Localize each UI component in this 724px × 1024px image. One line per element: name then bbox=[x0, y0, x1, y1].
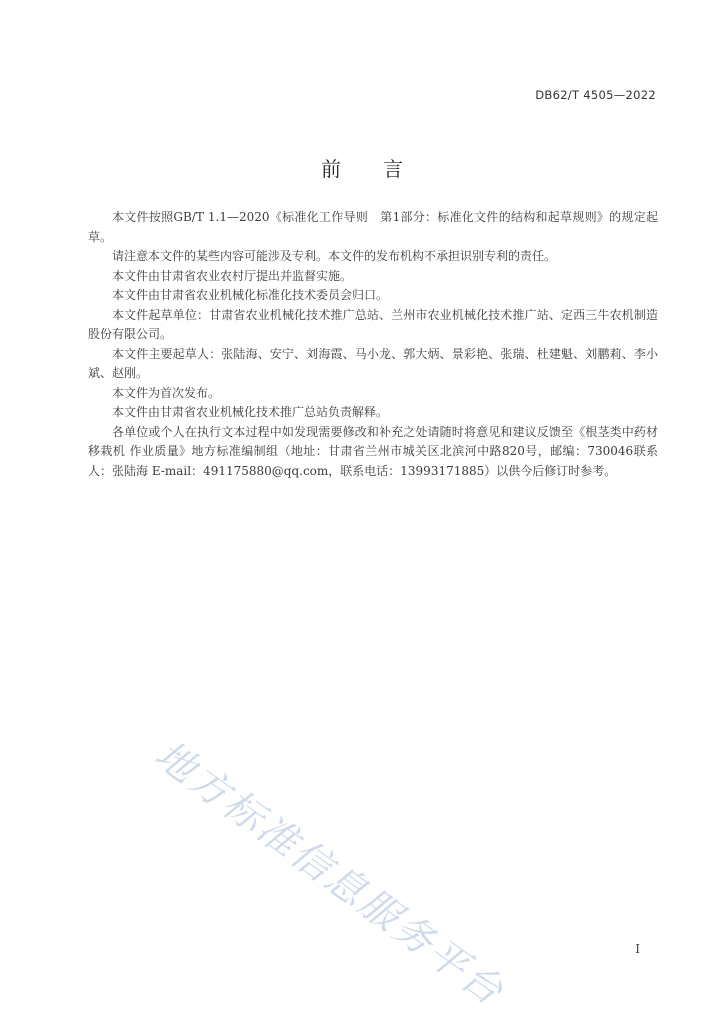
paragraph-patent-notice: 请注意本文件的某些内容可能涉及专利。本文件的发布机构不承担识别专利的责任。 bbox=[112, 249, 557, 263]
standard-code: DB62/T 4505—2022 bbox=[535, 88, 656, 102]
paragraph-drafting-rules: 本文件按照GB/T 1.1—2020《标准化工作导则 第1部分：标准化文件的结构和起草规则》的规定起草。 bbox=[88, 210, 658, 244]
page-title: 前言 bbox=[321, 157, 445, 181]
paragraph-proposer: 本文件由甘肃省农业农村厅提出并监督实施。 bbox=[112, 268, 353, 283]
paragraph-interpretation: 本文件由甘肃省农业机械化技术推广总站负责解释。 bbox=[112, 405, 389, 419]
paragraph-drafting-units: 本文件起草单位：甘肃省农业机械化技术推广总站、兰州市农业机械化技术推广站、定西三牛农机制造股份有限公司。 bbox=[88, 307, 658, 341]
paragraph-drafters: 本文件主要起草人：张陆海、安宁、刘海霞、马小龙、郭大炳、景彩艳、张瑞、杜建魁、刘鹏莉、李小斌、赵刚。 bbox=[88, 346, 658, 380]
paragraph-responsible-committee: 本文件由甘肃省农业机械化标准化技术委员会归口。 bbox=[112, 288, 389, 302]
page-number: I bbox=[635, 942, 640, 956]
document-body bbox=[88, 208, 658, 481]
watermark-text: 地方标准信息服务平台 bbox=[146, 732, 513, 1016]
paragraph-first-release: 本文件为首次发布。 bbox=[112, 385, 221, 400]
paragraph-feedback-contact: 各单位或个人在执行文本过程中如发现需要修改和补充之处请随时将意见和建议反馈至《根茎类中药材移栽机 作业质量》地方标准编制组（地址：甘肃省兰州市城关区北滨河中路820号，邮编：730046联系人：张陆海 E-mail：491175880@qq.com，联系电话：13993171885）以供今后修订时参考。 bbox=[88, 424, 658, 478]
